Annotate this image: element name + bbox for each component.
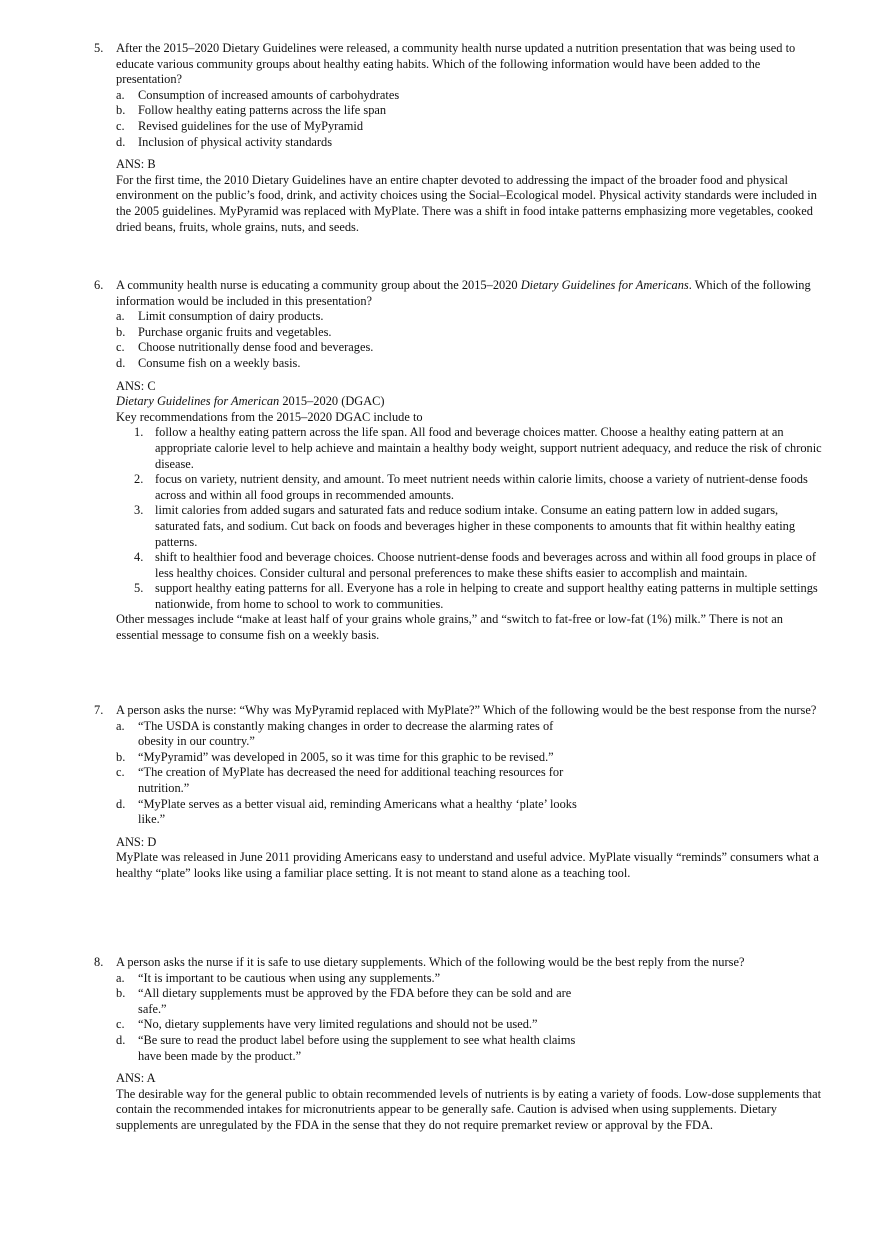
option-b: b. Purchase organic fruits and vegetables. xyxy=(116,324,332,339)
option-a: a. “It is important to be cautious when using any supplements.” xyxy=(116,970,441,985)
option-d: d. Inclusion of physical activity standards xyxy=(116,134,333,149)
answer-key: ANS: D xyxy=(116,834,157,849)
rationale: The desirable way for the general public to obtain recommended levels of nutrients is by eating a variety of foods. Low-dose supplements that contain the recommended intakes for micronutrients appear to be generally safe. Caution is advised when using supplements. Dietary supplements are unregulated by the FDA in the sense that they do not require premarket review or approval by the FDA. xyxy=(116,1086,822,1132)
rationale-intro: Key recommendations from the 2015–2020 DGAC include to xyxy=(116,409,423,424)
option-d: d. “Be sure to read the product label before using the supplement to see what health claims have been made by the product.” xyxy=(116,1032,576,1063)
question-7 xyxy=(94,703,824,882)
recommendation-list xyxy=(116,425,824,612)
question-number: 5. xyxy=(94,41,104,55)
option-b: b. “All dietary supplements must be approved by the FDA before they can be sold and are safe.” xyxy=(116,986,572,1016)
question-stem: A person asks the nurse if it is safe to use dietary supplements. Which of the following would be the best reply from the nurse? xyxy=(116,955,745,969)
rationale-closing: Other messages include “make at least half of your grains whole grains,” and “switch to fat-free or low-fat (1%) milk.” There is not an essential message to consume fish on a weekly basis. xyxy=(116,612,783,643)
option-a: a. Limit consumption of dairy products. xyxy=(116,309,324,324)
answer-key: ANS: A xyxy=(116,1071,156,1086)
option-d: d. Consume fish on a weekly basis. xyxy=(116,355,301,370)
rationale: For the first time, the 2010 Dietary Guidelines have an entire chapter devoted to addressing the impact of the broader food and physical environment on the public’s food, drink, and activity choices using the Social–Ecological model. Physical activity standards were included in the 2005 guidelines. MyPyramid was replaced with MyPlate. There was a shift in food intake patterns emphasizing more vegetables, cooked dried beans, fruits, whole grains, nuts, and seeds. xyxy=(116,172,817,234)
recommendation-item: 3. limit calories from added sugars and saturated fats and reduce sodium intake. Consume an eating pattern low in added sugars, saturated fats, and sodium. Cut back on foods and beverages higher in these components to amounts that fit within healthy eating patterns. xyxy=(134,503,796,549)
recommendation-item: 4. shift to healthier food and beverage choices. Choose nutrient-dense foods and beverages across and within all food groups in place of less healthy choices. Consider cultural and personal preferences to make these shifts easier to accomplish and maintain. xyxy=(134,550,816,580)
question-number: 7. xyxy=(94,703,104,717)
question-stem: After the 2015–2020 Dietary Guidelines were released, a community health nurse updated a nutrition presentation that was being used to educate various community groups about healthy eating habits. Which of the following information would have been added to the presentation? xyxy=(116,41,796,87)
option-b: b. “MyPyramid” was developed in 2005, so it was time for this graphic to be revised.” xyxy=(116,749,554,764)
option-list xyxy=(116,971,824,1065)
option-list xyxy=(116,719,824,828)
answer-key: ANS: C xyxy=(116,378,156,393)
option-list xyxy=(116,88,824,150)
option-a: a. Consumption of increased amounts of carbohydrates xyxy=(116,87,400,102)
question-8 xyxy=(94,955,824,1134)
question-number: 6. xyxy=(94,278,104,292)
rationale: MyPlate was released in June 2011 providing Americans easy to understand and useful advice. MyPlate visually “reminds” consumers what a healthy “plate” looks like using a familiar place setting. It is not meant to stand alone as a teaching tool. xyxy=(116,850,819,880)
option-c: c. Choose nutritionally dense food and beverages. xyxy=(116,340,374,355)
recommendation-item: 5. support healthy eating patterns for all. Everyone has a role in helping to create and support healthy eating patterns in multiple settings nationwide, from home to school to work to communities. xyxy=(134,581,818,611)
option-c: c. “No, dietary supplements have very limited regulations and should not be used.” xyxy=(116,1017,538,1032)
answer-key: ANS: B xyxy=(116,157,156,172)
option-a: a. “The USDA is constantly making changes in order to decrease the alarming rates of obesity in our country.” xyxy=(116,718,554,749)
question-number: 8. xyxy=(94,955,104,969)
option-list xyxy=(116,309,824,371)
recommendation-item: 1. follow a healthy eating pattern across the life span. All food and beverage choices matter. Choose a healthy eating pattern at an appropriate calorie level to help achieve and maintain a healthy body weight, support nutrient adequacy, and reduce the risk of chronic disease. xyxy=(134,425,822,471)
question-stem: A person asks the nurse: “Why was MyPyramid replaced with MyPlate?” Which of the following would be the best response from the nurse? xyxy=(116,703,817,717)
recommendation-item: 2. focus on variety, nutrient density, and amount. To meet nutrient needs within calorie limits, choose a variety of nutrient-dense foods across and within all food groups in recommended amounts. xyxy=(134,472,808,502)
option-c: c. Revised guidelines for the use of MyPyramid xyxy=(116,118,364,133)
question-stem: A community health nurse is educating a community group about the 2015–2020 Dietary Guidelines for Americans. Which of the following information would be included in this presentation? xyxy=(116,278,811,308)
question-6 xyxy=(94,278,824,644)
rationale-source: Dietary Guidelines for American 2015–2020 (DGAC) xyxy=(116,394,385,409)
option-d: d. “MyPlate serves as a better visual aid, reminding Americans what a healthy ‘plate’ looks like.” xyxy=(116,796,577,827)
option-c: c. “The creation of MyPlate has decreased the need for additional teaching resources for nutrition.” xyxy=(116,765,564,795)
question-5 xyxy=(94,41,824,235)
option-b: b. Follow healthy eating patterns across the life span xyxy=(116,103,387,118)
